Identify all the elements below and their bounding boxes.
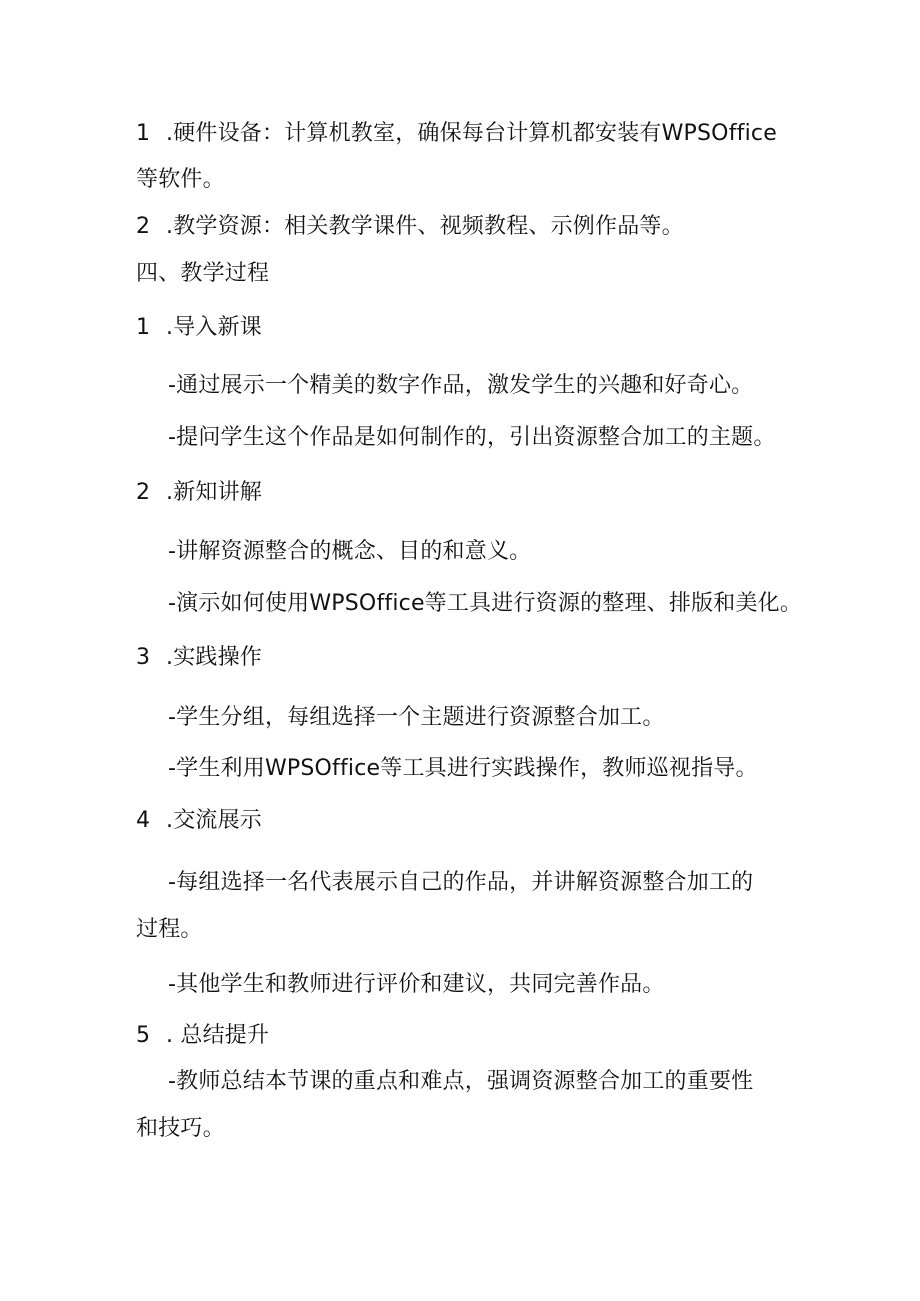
item-number: 2 [136, 214, 151, 239]
item-number: 1 [136, 121, 151, 146]
step-1-item-2: -提问学生这个作品是如何制作的，引出资源整合加工的主题。 [168, 425, 776, 450]
step-title: .交流展示 [166, 808, 262, 833]
step-title: . 总结提升 [166, 1023, 270, 1048]
step-3-item-2: -学生利用WPSOffice等工具进行实践操作，教师巡视指导。 [168, 756, 758, 781]
resource-item-2 [136, 212, 684, 242]
step-title: .新知讲解 [166, 480, 262, 505]
step-number: 5 [136, 1023, 151, 1048]
step-number: 3 [136, 645, 151, 670]
resource-item-1 [136, 119, 777, 149]
item-text: .教学资源：相关教学课件、视频教程、示例作品等。 [166, 214, 684, 239]
step-title-4 [136, 806, 262, 836]
step-4-item-1-continuation: 过程。 [136, 917, 203, 942]
item-text: 等软件。 [136, 167, 225, 192]
item-text: .硬件设备：计算机教室，确保每台计算机都安装有WPSOffice [166, 121, 777, 146]
step-title: .实践操作 [166, 645, 262, 670]
step-number: 4 [136, 808, 151, 833]
step-number: 2 [136, 480, 151, 505]
step-2-item-1: -讲解资源整合的概念、目的和意义。 [168, 539, 532, 564]
step-title-2 [136, 478, 262, 508]
step-4-item-2: -其他学生和教师进行评价和建议，共同完善作品。 [168, 972, 665, 997]
step-3-item-1: -学生分组，每组选择一个主题进行资源整合加工。 [168, 705, 665, 730]
step-2-item-2: -演示如何使用WPSOffice等工具进行资源的整理、排版和美化。 [168, 591, 803, 616]
step-title-3 [136, 643, 262, 673]
step-5-item-1: -教师总结本节课的重点和难点，强调资源整合加工的重要性 [168, 1069, 754, 1094]
step-title-5 [136, 1021, 269, 1051]
step-title-1 [136, 313, 262, 343]
section-heading: 四、教学过程 [136, 261, 270, 286]
step-5-item-1-continuation: 和技巧。 [136, 1116, 225, 1141]
step-number: 1 [136, 315, 151, 340]
resource-item-1-continuation [136, 165, 225, 195]
step-4-item-1: -每组选择一名代表展示自己的作品，并讲解资源整合加工的 [168, 870, 754, 895]
step-title: .导入新课 [166, 315, 262, 340]
step-1-item-1: -通过展示一个精美的数字作品，激发学生的兴趣和好奇心。 [168, 373, 754, 398]
